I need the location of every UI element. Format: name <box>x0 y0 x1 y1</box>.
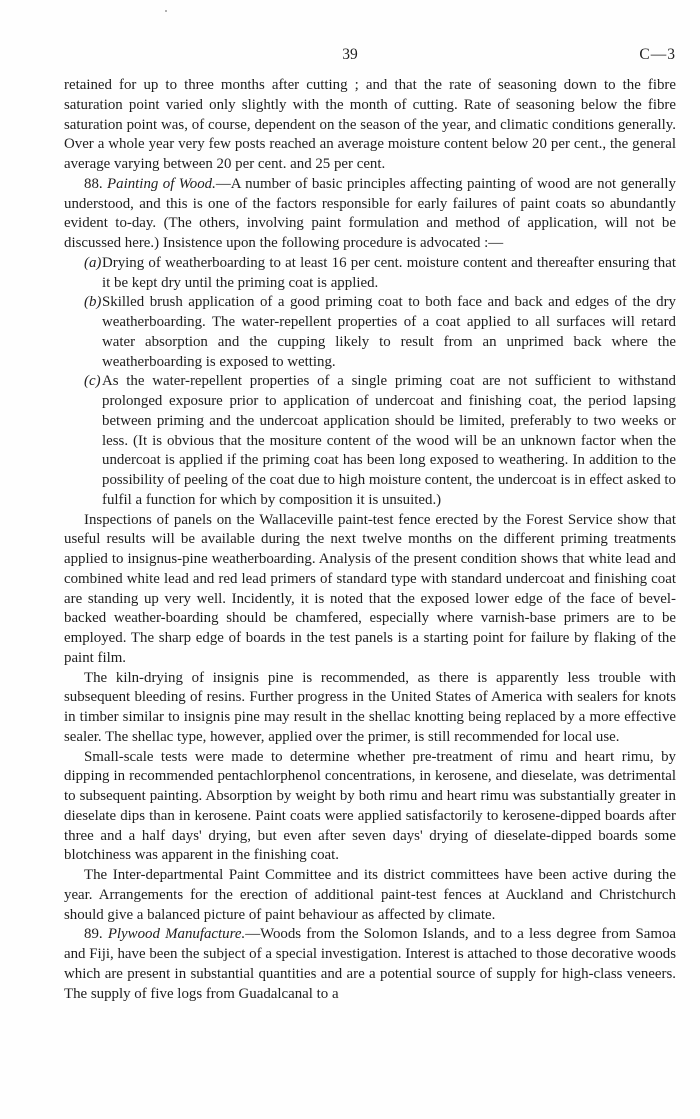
section-89-heading: Plywood Manufacture. <box>107 926 246 943</box>
list-item-text: As the water-repellent properties of a single priming coat are not sufficient to withstand prolonged exposure prior to application of undercoat and finishing coat, the period lapsing between priming and the undercoat application should be limited, preferably to two weeks or less. (It is obvious that the mositure content of the wood will be an unknown factor when the undercoat is applied if the priming coat has been long exposed to weathering. In addition to the possibility of peeling of the coat due to high moisture content, the undercoat is in effect asked to fulfil a function for which by composition it is unsuited.) <box>102 373 676 508</box>
list-item-label: (c) <box>84 373 101 390</box>
document-code: C—3 <box>639 46 676 63</box>
section-89-number: 89. <box>84 926 103 943</box>
section-89 <box>64 925 676 1004</box>
section-88-intro-text: —A number of basic principles affecting painting of wood are not generally understood, and this is one of the factors responsible for early failures of paint coats so abundantly evident to-day. (The others, involving paint formulation and method of application, will not be discussed here.) Insistence upon the following procedure is advocated :— <box>64 175 676 251</box>
scan-speck <box>165 10 167 12</box>
section-88-intro <box>64 175 676 254</box>
list-item <box>84 293 676 372</box>
list-item <box>84 254 676 294</box>
paragraph-inspections: Inspections of panels on the Wallaceville paint-test fence erected by the Forest Service show that useful results will be available during the next twelve months on the different priming treatments applied to insignus-pine weatherboarding. Analysis of the present condition shows that white lead and combined white lead and red lead primers of standard type with standard undercoat and finishing coat are standing up very well. Incidently, it is noted that the exposed lower edge of the face of bevel-backed weather-boarding should be chamfered, especially where varnish-base primers are to be employed. The sharp edge of boards in the test panels is a starting point for failure by flaking of the paint film. <box>64 511 676 666</box>
paragraph-kiln-drying: The kiln-drying of insignis pine is recommended, as there is apparently less trouble with subsequent bleeding of resins. Further progress in the United States of America with sealers for knots in timber similar to insignis pine may result in the shellac knotting being replaced by a more effective sealer. The shellac type, however, applied over the primer, is still recommended for local use. <box>64 669 676 745</box>
paragraph-small-scale-tests: Small-scale tests were made to determine whether pre-treatment of rimu and heart rimu, by dipping in recommended pentachlorphenol concentrations, in kerosene, and dieselate, was detrimental to subsequent painting. Absorption by weight by both rimu and heart rimu was substantially greater in dieselate dips than in kerosene. Paint coats were applied satisfactorily to kerosene-dipped boards after three and a half days' drying, but even after seven days' drying of dieselate-dipped boards some blotchiness was apparent in the finishing coat. <box>64 748 676 864</box>
section-89-text: —Woods from the Solomon Islands, and to a less degree from Samoa and Fiji, have been the subject of a special investigation. Interest is attached to those decorative woods which are present in substantial quantities and are a potential source of supply for high-class veneers. The supply of five logs from Guadalcanal to a <box>64 926 676 1002</box>
list-item <box>84 372 676 510</box>
page-number: 39 <box>342 46 358 63</box>
section-88-heading: Painting of Wood. <box>107 175 216 192</box>
paragraph-continued: retained for up to three months after cutting ; and that the rate of seasoning down to the fibre saturation point varied only slightly with the month of cutting. Rate of seasoning below the fibre saturation point was, of course, dependent on the season of the year, and climatic conditions generally. Over a whole year very few posts reached an average moisture content below 20 per cent., the general average varying between 20 per cent. and 25 per cent. <box>64 77 676 172</box>
list-item-text: Skilled brush application of a good priming coat to both face and back and edges of the dry weatherboarding. The water-repellent properties of a coat applied to all surfaces will retard water absorption and the cupping likely to result from an unprimed back where the weatherboarding is exposed to wetting. <box>102 294 676 370</box>
list-item-label: (a) <box>84 254 102 271</box>
procedure-list <box>84 254 676 511</box>
list-item-text: Drying of weatherboarding to at least 16 per cent. moisture content and thereafter ensuring that it be kept dry until the priming coat is applied. <box>102 254 676 291</box>
paragraph-paint-committee: The Inter-departmental Paint Committee and its district committees have been active during the year. Arrangements for the erection of additional paint-test fences at Auckland and Christchurch should give a balanced picture of paint behaviour as affected by climate. <box>64 867 676 923</box>
list-item-label: (b) <box>84 294 102 311</box>
section-88-number: 88. <box>84 175 103 192</box>
